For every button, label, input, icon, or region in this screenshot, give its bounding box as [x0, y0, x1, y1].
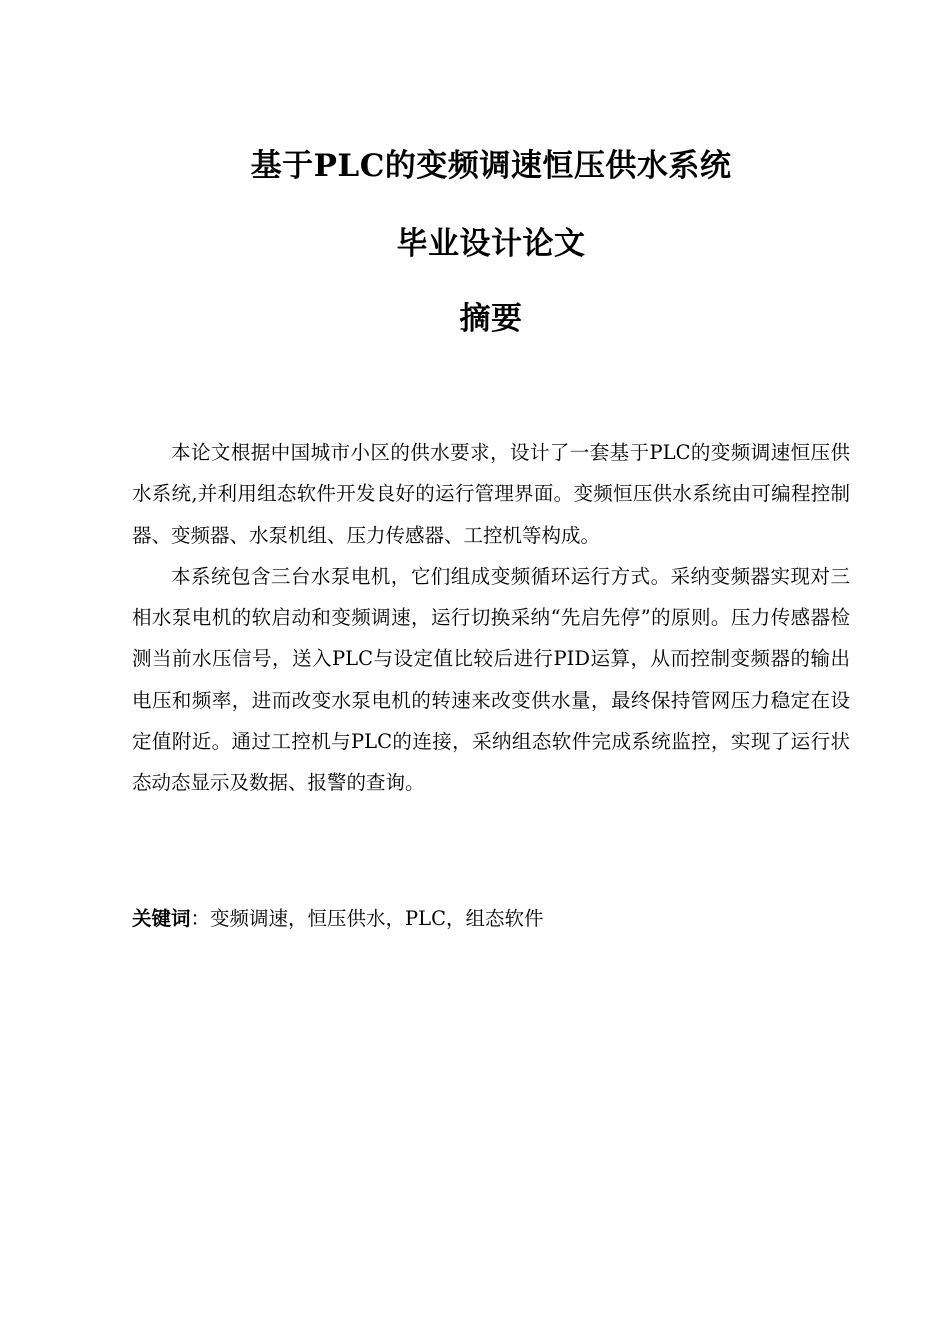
keywords-line — [132, 898, 850, 939]
keywords-text: 变频调速，恒压供水，PLC，组态软件 — [210, 907, 544, 930]
abstract-heading: 摘要 — [459, 301, 523, 337]
abstract-paragraph-2: 本系统包含三台水泵电机，它们组成变频循环运行方式。采纳变频器实现对三相水泵电机的软启动和变频调速，运行切换采纳“先启先停”的原则。压力传感器检测当前水压信号，送入PLC与设定值比较后进行PID运算，从而控制变频器的输出电压和频率，进而改变水泵电机的转速来改变供水量，最终保持管网压力稳定在设定值附近。通过工控机与PLC的连接，采纳组态软件完成系统监控，实现了运行状态动态显示及数据、报警的查询。 — [132, 564, 850, 795]
abstract-paragraph-1: 本论文根据中国城市小区的供水要求，设计了一套基于PLC的变频调速恒压供水系统,并利用组态软件开发良好的运行管理界面。变频恒压供水系统由可编程控制器、变频器、水泵机组、压力传感器、工控机等构成。 — [132, 441, 850, 547]
keywords-label: 关键词 — [132, 907, 191, 930]
document-subtitle: 毕业设计论文 — [396, 226, 586, 262]
document-title: 基于PLC的变频调速恒压供水系统 — [250, 148, 732, 184]
keywords-separator: ： — [190, 907, 211, 930]
abstract-body — [132, 432, 850, 804]
